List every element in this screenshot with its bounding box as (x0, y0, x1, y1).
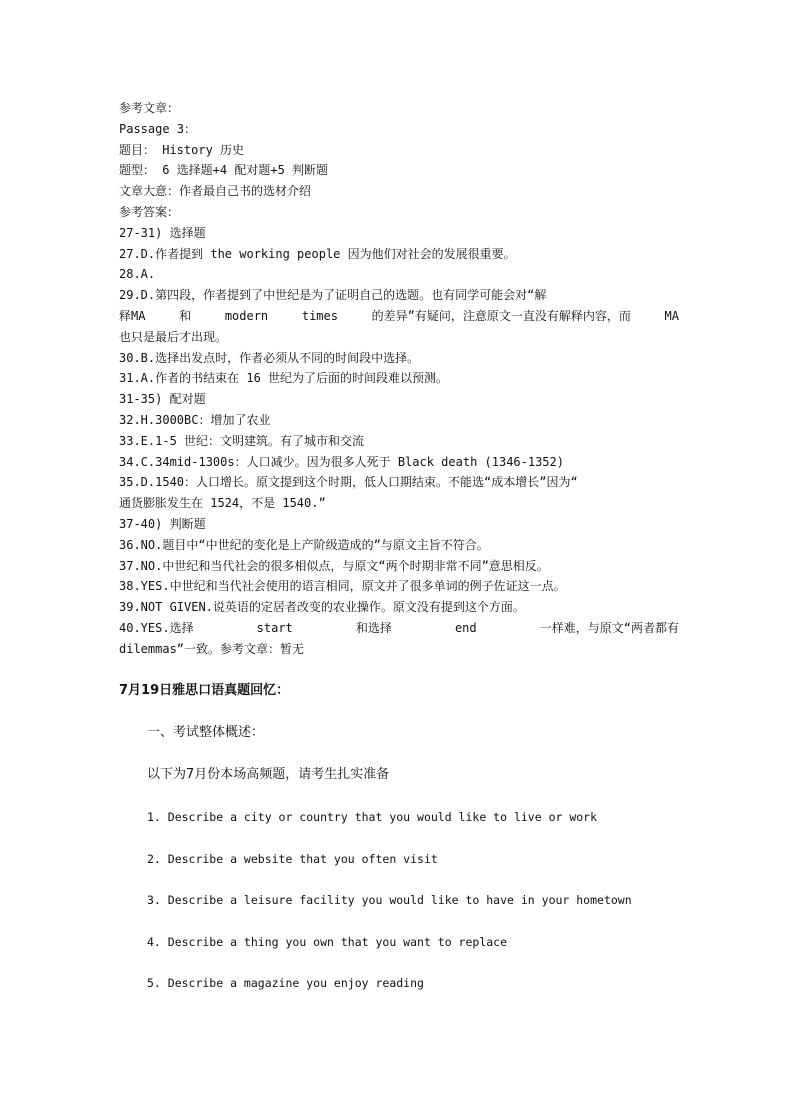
answer-33: 33.E.1-5 世纪：文明建筑。有了城市和交流 (119, 433, 365, 448)
answer-38: 38.YES.中世纪和当代社会使用的语言相同，原文并了很多单词的例子佐证这一点。 (119, 579, 566, 594)
speaking-intro: 以下为7月份本场高频题，请考生扎实准备 (147, 767, 390, 782)
speaking-overview: 一、考试整体概述： (147, 725, 265, 740)
list-item: 5. Describe a magazine you enjoy reading (147, 976, 424, 991)
answer-29-word: 释MA (119, 308, 146, 323)
answer-35-line-2: 通货膨胀发生在 1524，不是 1540.” (119, 496, 326, 511)
mc-header: 27-31) 选择题 (119, 225, 206, 240)
answer-27: 27.D.作者提到 the working people 因为他们对社会的发展很重要。 (119, 246, 516, 261)
answer-32: 32.H.3000BC：增加了农业 (119, 412, 271, 427)
answers-label: 参考答案： (119, 204, 180, 219)
list-item: 1. Describe a city or country that you would like to live or work (147, 810, 598, 824)
answer-29-line-2 (119, 306, 679, 327)
answer-31: 31.A.作者的书结束在 16 世纪为了后面的时间段难以预测。 (119, 371, 449, 386)
answer-36: 36.NO.题目中“中世纪的变化是上产阶级造成的”与原文主旨不符合。 (119, 537, 489, 552)
speaking-topics-list (147, 808, 632, 1016)
answer-29-word: times (301, 308, 338, 323)
list-item: 3. Describe a leisure facility you would like to have in your hometown (147, 893, 632, 908)
answer-29-word: modern (224, 308, 269, 323)
answer-29-word: 的差异”有疑问，注意原文一直没有解释内容，而 (371, 308, 631, 323)
question-types-line: 题型： 6 选择题+4 配对题+5 判断题 (119, 163, 329, 178)
speaking-heading: 7月19日雅思口语真题回忆： (119, 683, 290, 698)
answer-29-line-1: 29.D.第四段，作者提到了中世纪是为了证明自己的选题。也有同学可能会对“解 (119, 288, 547, 303)
answer-40-line-1 (119, 618, 679, 639)
answer-34: 34.C.34mid-1300s：人口减少。因为很多人死于 Black death (1346-1352) (119, 454, 564, 469)
topic-line: 题目： History 历史 (119, 142, 245, 157)
answer-29-word: MA (664, 308, 679, 323)
answer-37: 37.NO.中世纪和当代社会的很多相似点，与原文“两个时期非常不同”意思相反。 (119, 558, 549, 573)
answer-40-word: 40.YES.选择 (119, 620, 194, 635)
list-item: 4. Describe a thing you own that you want to replace (147, 934, 508, 949)
answer-40-word: end (454, 620, 477, 635)
tf-header: 37-40) 判断题 (119, 516, 206, 531)
answer-40-word: 一样难，与原文“两者都有 (539, 620, 679, 635)
passage-label: Passage 3： (119, 121, 197, 136)
answer-29-line-3: 也只是最后才出现。 (119, 329, 228, 344)
summary-line: 文章大意：作者最自己书的选材介绍 (119, 184, 312, 199)
answer-35-line-1: 35.D.1540：人口增长。原文提到这个时期，低人口期结束。不能选“成本增长”因为“ (119, 475, 578, 490)
answer-40-word: start (256, 620, 293, 635)
reading-answers-section (119, 98, 679, 660)
list-item: 2. Describe a website that you often visit (147, 851, 438, 866)
reference-label: 参考文章： (119, 101, 180, 115)
answer-29-word: 和 (179, 308, 192, 323)
answer-39: 39.NOT GIVEN.说英语的定居者改变的农业操作。原文没有提到这个方面。 (119, 600, 525, 615)
match-header: 31-35) 配对题 (119, 392, 206, 407)
answer-40-line-2: dilemmas”一致。参考文章：暂无 (119, 641, 305, 656)
answer-40-word: 和选择 (355, 620, 392, 635)
answer-28: 28.A. (119, 267, 156, 282)
answer-30: 30.B.选择出发点时，作者必须从不同的时间段中选择。 (119, 350, 420, 365)
